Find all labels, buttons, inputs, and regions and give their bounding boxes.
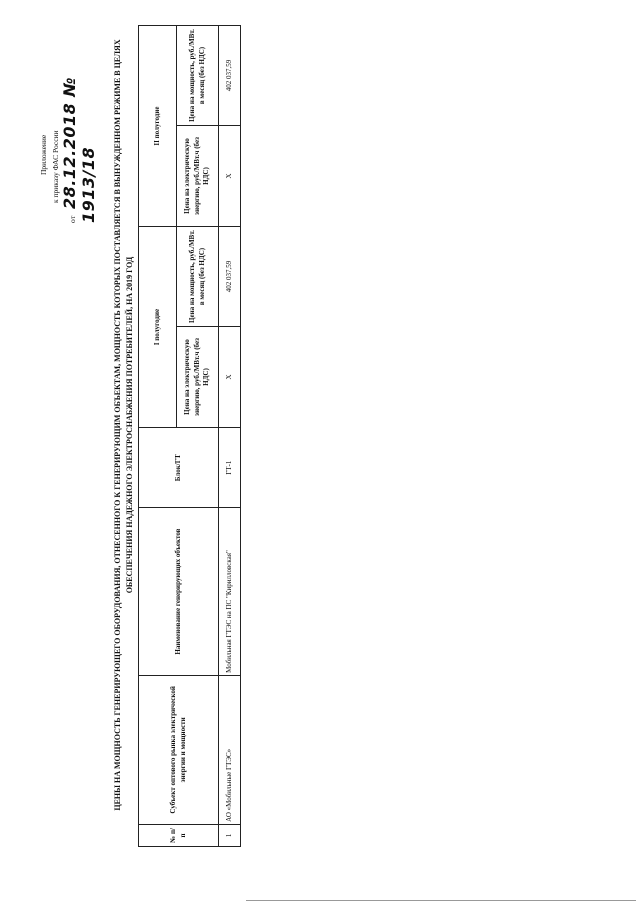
cell-subject: АО «Мобильные ГТЭС»: [219, 675, 241, 824]
appendix-from: от: [68, 215, 77, 223]
header-subject: Субъект оптового рынка электрической энергии и мощности: [139, 675, 219, 824]
cell-h2-energy: X: [219, 125, 241, 226]
appendix-label: Приложение: [39, 134, 48, 175]
cell-block: ГТ-1: [219, 428, 241, 508]
header-num: № п/п: [139, 824, 219, 846]
header-h1-capacity: Цена на мощность, руб./МВт. в месяц (без НДС): [177, 227, 219, 327]
document-title: [112, 35, 136, 815]
cell-h1-capacity: 402 037,59: [219, 227, 241, 327]
cell-num: 1: [219, 824, 241, 846]
title-line-2: ОБЕСПЕЧЕНИЯ НАДЕЖНОГО ЭЛЕКТРОСНАБЖЕНИЯ ПОТРЕБИТЕЛЕЙ, НА 2019 ГОД: [125, 256, 134, 594]
table-header-row: [139, 26, 177, 847]
appendix-stamp: [38, 23, 97, 223]
title-line-1: ЦЕНЫ НА МОЩНОСТЬ ГЕНЕРИРУЮЩЕГО ОБОРУДОВАНИЯ, ОТНЕСЕННОГО К ГЕНЕРИРУЮЩИМ ОБЪЕКТАМ, МОЩНОСТЬ КОТОРЫХ ПОСТАВЛЯЕТСЯ В ВЫНУЖДЕННОМ РЕЖИМЕ В ЦЕЛЯХ: [113, 39, 122, 811]
header-h2-capacity: Цена на мощность, руб./МВт. в месяц (без НДС): [177, 26, 219, 126]
header-half-2: II полугодие: [139, 26, 177, 227]
signature-text: 28.12.2018 № 1913/18: [60, 76, 98, 223]
cell-object: Мобильная ГТЭС на ПС "Кирилловская": [219, 508, 241, 676]
header-h2-energy: Цена на электрическую энергию, руб./МВт.ч (без НДС): [177, 125, 219, 226]
header-half-1: I полугодие: [139, 227, 177, 428]
header-block: Блок/ГТ: [139, 428, 219, 508]
table-row: [219, 26, 241, 847]
appendix-order-ref: к приказу ФАС России: [51, 130, 60, 203]
cell-h2-capacity: 402 037,59: [219, 26, 241, 126]
header-h1-energy: Цена на электрическую энергию, руб./МВт.ч (без НДС): [177, 326, 219, 427]
handwritten-signature-date: [62, 23, 97, 223]
cell-h1-energy: X: [219, 326, 241, 427]
scan-edge-line: [246, 900, 636, 901]
prices-table: [138, 25, 241, 847]
header-object: Наименование генерирующих объектов: [139, 508, 219, 676]
